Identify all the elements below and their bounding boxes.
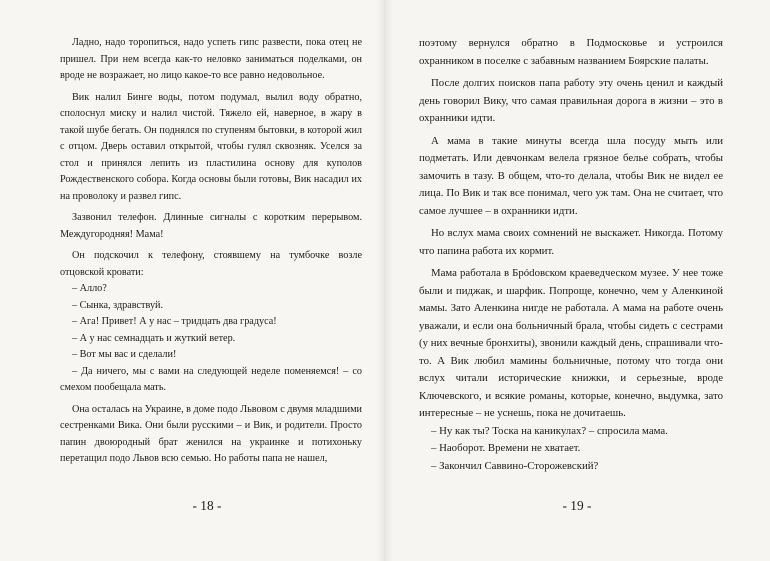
right-page-text xyxy=(419,35,723,475)
dialogue-line: – Ага! Привет! А у нас – тридцать два градуса! xyxy=(72,316,277,327)
paragraph: Но вслух мама своих сомнений не выскажет. Никогда. Потому что папина работа их кормит. xyxy=(419,227,723,257)
paragraph: Ладно, надо торопиться, надо успеть гипс развести, пока отец не пришел. При нем всегда как-то неловко заниматься поделками, он вроде не возражает, но лицо какое-то все равно недовольное. xyxy=(60,37,362,81)
dialogue-line: – Алло? xyxy=(72,283,107,294)
paragraph: Мама работала в Брódовском краеведческом музее. У нее тоже были и пиджак, и шарфик. Попроще, конечно, чем у Аленкиной мамы. Зато Аленкина нигде не работала. А мама на работе очень уважали, и если она больничный брала, чтобы сидеть с сестрами (у них вечные бронхиты), звонили каждый день, спрашивали что-то. А Вик любил мамины больничные, потому что тогда они вслух читали исторические книжки, и серьезные, вроде Ключевского, и всякие романы, которые, конечно, выдумка, зато интересные – не уснешь, пока не дочитаешь. xyxy=(419,267,723,419)
book-gutter-shadow xyxy=(377,0,393,561)
dialogue-line: – Сынка, здравствуй. xyxy=(72,299,164,311)
paragraph: Зазвонил телефон. Длинные сигналы с коротким перерывом. Междугородняя! Мама! xyxy=(60,212,362,240)
dialogue-line: – Закончил Саввино-Сторожевский? xyxy=(431,459,599,472)
dialogue-line: – А у нас семнадцать и жуткий ветер. xyxy=(72,332,236,344)
dialogue-line: – Вот мы вас и сделали! xyxy=(72,349,177,360)
paragraph: Вик налил Бинге воды, потом подумал, вылил воду обратно, сполоснул миску и налил чистой. Тяжело ей, наверное, в жару в такой шубе бегать. Он поднялся по ступеням бытовки, в которой жил с отцом. Дверь оставил открытой, чтобы гулял сквозняк. Уселся за стол и принялся лепить из пластилина основу для куполов Рождественского собора. Когда основы были готовы, Вик насадил их на проволоку и развел гипс. xyxy=(60,91,362,202)
paragraph: А мама в такие минуты всегда шла посуду мыть или подметать. Или девчонкам велела грязное белье собрать, чтобы замочить в тазу. В общем, что-то делала, чтобы Вик не видел ее лица. По Вик и так все понимал, чего уж там. Она не считает, что самое лучшее – в охранники идти. xyxy=(419,134,723,217)
dialogue-line: – Наоборот. Времени не хватает. xyxy=(431,442,581,454)
page-number: - 19 - xyxy=(562,498,592,513)
page-number: - 18 - xyxy=(192,498,222,513)
right-page xyxy=(385,0,770,561)
dialogue-line: – Да ничего, мы с вами на следующей неделе поменяемся! – со смехом пообещала мать. xyxy=(60,365,362,393)
paragraph: После долгих поисков папа работу эту очень ценил и каждый день говорил Вику, что самая правильная дорога в жизни – это в охранники идти. xyxy=(419,77,723,124)
dialogue-line: – Ну как ты? Тоска на каникулах? – спросила мама. xyxy=(431,424,668,437)
paragraph: Он подскочил к телефону, стоявшему на тумбочке возле отцовской кровати: xyxy=(60,250,362,278)
paragraph: Она осталась на Украине, в доме подо Львовом с двумя младшими сестренками Вика. Они были русскими – и Вик, и родители. Просто папин двоюродный брат женился на украинке и потихоньку перетащил подо Львов всю семью. Но работы папа не нашел, xyxy=(60,403,363,464)
paragraph: поэтому вернулся обратно в Подмосковье и устроился охранником в поселке с забавным названием Боярские палаты. xyxy=(419,37,723,67)
left-page-text xyxy=(60,35,362,468)
